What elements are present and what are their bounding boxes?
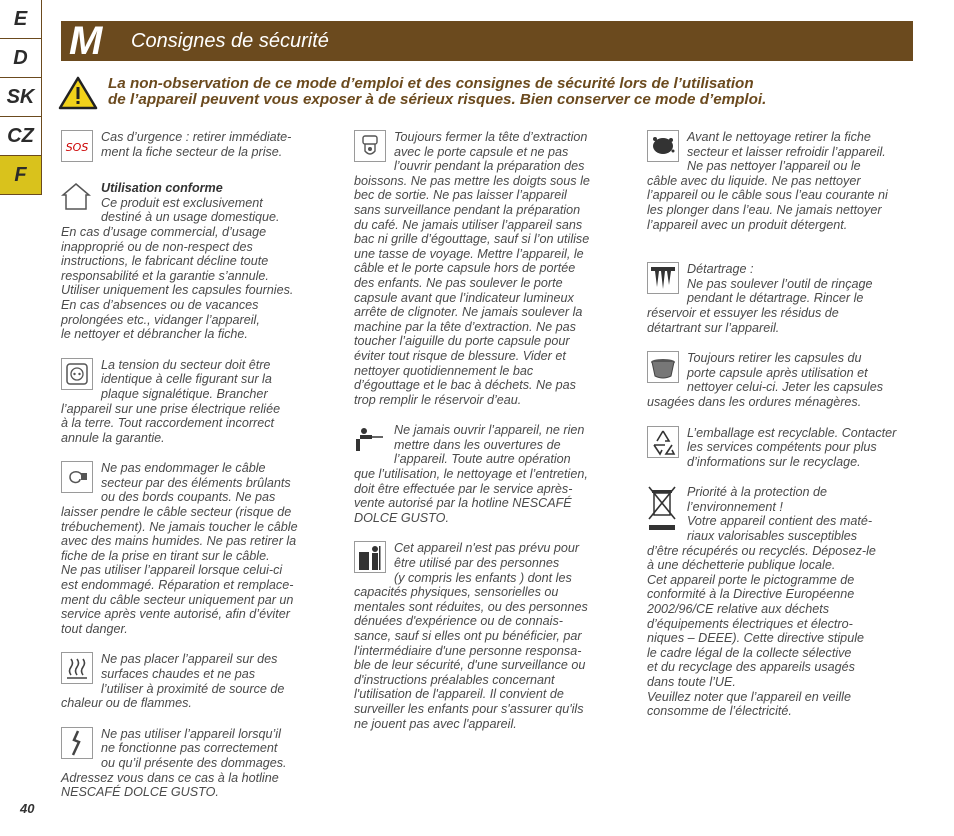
text-line: destiné à un usage domestique. [101,210,280,225]
text-line: Ne pas nettoyer l’appareil ou le [687,159,861,174]
text-line: ou qu’il présente des dommages. [101,755,287,770]
text-line: Priorité à la protection de [687,485,828,500]
text-line: l’environnement ! [687,499,783,514]
section-header [61,21,913,61]
language-tabs [0,0,42,195]
svg-text:SOS: SOS [65,141,89,154]
usage-block [61,181,329,342]
text-line: l'intermédiaire d'une personne responsa- [354,643,582,658]
text-line: prolongées etc., vidanger l’appareil, [61,312,260,327]
text-line: secteur par des éléments brûlants [101,475,291,490]
text-line: le cadre légal de la collecte sélective [647,645,852,660]
text-line: l'utilisation de l'appareil. Il convient de [354,687,564,702]
column-2 [354,130,622,747]
tab-sk[interactable]: SK [0,78,42,117]
text-line: toucher l’aiguille du porte capsule pour [354,334,570,349]
text-line: Cet appareil porte le pictogramme de [647,572,855,587]
text-line: d’égouttage et le bac à déchets. Ne pas [354,378,576,393]
column-1 [61,130,329,816]
text-line: service après vente autorisé, afin d’éviter [61,607,290,622]
text-line: ment la fiche secteur de la prise. [101,144,283,159]
text-line: Veuillez noter que l’appareil en veille [647,689,851,704]
text-line: des enfants. Ne pas soulever le porte [354,275,563,290]
hand-machine-icon [354,130,386,162]
text-line: et du recyclage des appareils usagés [647,660,855,675]
text-line: ne fonctionne pas correctement [101,741,278,756]
text-line: arrête de clignoter. Ne jamais soulever la [354,305,583,320]
text-line: d’équipements électriques et électro- [647,616,853,631]
text-line: Ne pas placer l’appareil sur des [101,652,278,667]
cleaning-block [647,130,915,232]
text-line: Ce produit est exclusivement [101,195,263,210]
text-line: conformité à la Directive Européenne [647,587,855,602]
text-line: riaux valorisables susceptibles [687,529,858,544]
text-line: pendant le détartrage. Rincer le [687,291,864,306]
crossed-bin-icon [647,485,679,535]
text-line: à la terre. Tout raccordement incorrect [61,416,275,431]
text-line: l’utiliser à proximité de source de [101,681,285,696]
section-title: Consignes de sécurité [131,29,329,52]
text-line: est endommagé. Réparation et remplace- [61,578,294,593]
text-line: réservoir et essuyer les résidus de [647,305,839,320]
text-line: que l’utilisation, le nettoyage et l’entretien, [354,467,588,482]
text-line: câble et le porte capsule hors de portée [354,261,576,276]
text-line: Détartrage : [687,262,754,277]
text-line: bec de sortie. Ne pas laisser l’appareil [354,188,567,203]
text-line: tout danger. [61,621,128,636]
descale-block [647,262,915,335]
text-line: dénuées d'expérience ou de connais- [354,614,563,629]
warning-line-1: La non-observation de ce mode d’emploi et des consignes de sécurité lors de l’utilisation [108,75,754,92]
sos-icon [61,130,93,162]
text-line: ou des bords coupants. Ne pas [101,490,276,505]
text-line: doit être effectuée par le service après- [354,481,573,496]
tab-cz[interactable]: CZ [0,117,42,156]
text-line: Cas d’urgence : retirer immédiate- [101,130,292,144]
text-line: éviter tout risque de blessure. Vider et [354,348,566,363]
person-child-icon [354,541,386,573]
text-line: d’informations sur le recyclage. [687,454,861,469]
environment-block [647,485,915,719]
warning-line-2: de l’appareil peuvent vous exposer à de sérieux risques. Bien conserver ce mode d’emploi. [108,91,767,108]
text-line: Toujours fermer la tête d’extraction [394,130,588,144]
text-line: nettoyer quotidiennement le bac [354,363,534,378]
text-line: DOLCE GUSTO. [354,510,449,525]
text-line: bac ni grille d’égouttage, sauf si l’on utilise [354,232,590,247]
text-line: Votre appareil contient des maté- [687,514,873,529]
text-line: capacités physiques, sensorielles ou [354,585,559,600]
screwdriver-icon [354,423,386,455]
text-line: avec des mains humides. Ne pas retirer la [61,534,297,549]
text-line: l’appareil avec un produit détergent. [647,217,848,232]
tab-f[interactable]: F [0,156,42,195]
text-line: mentales sont réduites, ou des personnes [354,599,588,614]
usage-title: Utilisation conforme [101,181,223,196]
text-line: trébuchement). Ne jamais toucher le câble [61,519,298,534]
text-line: instructions, le fabricant décline toute [61,254,269,269]
text-line: (y compris les enfants ) dont les [394,570,572,585]
text-line: annule la garantie. [61,430,165,445]
text-line: câble avec du liquide. Ne pas nettoyer [647,173,861,188]
text-line: Ne jamais ouvrir l’appareil, ne rien [394,423,585,438]
text-line: La tension du secteur doit être [101,357,271,372]
cable-plug-icon [61,461,93,493]
text-line: l’ouvrir pendant la préparation des [394,159,585,174]
text-line: laisser pendre le câble secteur (risque de [61,505,292,520]
text-line: Ne pas endommager le câble [101,461,266,476]
text-line: chaleur ou de flammes. [61,696,192,711]
open-block [354,423,622,525]
text-line: avec le porte capsule et ne pas [394,144,569,159]
text-line: En cas d’usage commercial, d’usage [61,224,267,239]
text-line: d'instructions préalables concernant [354,672,555,687]
text-line: Ne pas utiliser l’appareil lorsque celui-ci [61,563,283,578]
text-line: surfaces chaudes et ne pas [101,667,256,681]
text-line: surveiller les enfants pour s'assurer qu'ils [354,701,584,716]
text-line: ne jouent pas avec l'appareil. [354,716,517,731]
text-line: vente autorisé par la hotline NESCAFÉ [354,496,572,511]
text-line: être utilisé par des personnes [394,556,560,571]
text-line: Toujours retirer les capsules du [687,351,862,366]
text-line: Ne pas soulever l’outil de rinçage [687,276,873,291]
heat-waves-icon [61,652,93,684]
text-line: 2002/96/CE relative aux déchets [647,602,830,617]
recycle-block [647,426,915,470]
water-splash-icon [647,130,679,162]
text-line: dans toute l’UE. [647,675,736,689]
text-line: identique à celle figurant sur la [101,372,272,387]
warning-triangle-icon [58,76,98,110]
page-number: 40 [20,801,35,816]
text-line: mettre dans les ouvertures de [394,437,561,452]
text-line: boissons. Ne pas mettre les doigts sous le [354,173,590,188]
house-icon [61,181,93,213]
heat-block [61,652,329,710]
text-line: Avant le nettoyage retirer la fiche [687,130,871,144]
text-line: les plonger dans l’eau. Ne jamais nettoyer [647,202,882,217]
text-line: sance, sauf si elles ont pu bénéficier, par [354,629,582,643]
broken-crack-icon [61,727,93,759]
text-line: consomme de l’électricité. [647,704,792,719]
text-line: Adressez vous dans ce cas à la hotline [61,770,279,785]
warning-banner [58,76,918,110]
text-line: à une déchetterie publique locale. [647,558,836,573]
descaling-icon [647,262,679,294]
text-line: nettoyer celui-ci. Jeter les capsules [687,380,883,395]
socket-icon [61,358,93,390]
text-line: niques – DEEE). Cette directive stipule [647,631,864,646]
section-letter: M [69,19,103,63]
text-line: machine par la tête d’extraction. Ne pas [354,319,576,334]
text-line: porte capsule après utilisation et [687,365,868,380]
text-line: secteur et laisser refroidir l’appareil. [687,144,886,159]
capsule-icon [647,351,679,383]
text-line: plaque signalétique. Brancher [101,386,268,401]
text-line: du café. Ne jamais utiliser l’appareil sans [354,217,583,232]
text-line: ble de leur sécurité, d'une surveillance ou [354,658,586,673]
text-line: le nettoyer et débrancher la fiche. [61,327,248,342]
text-line: trop remplir le réservoir d’eau. [354,392,522,407]
cable-block [61,461,329,636]
head-block [354,130,622,407]
sos-block [61,130,329,159]
text-line: ment du câble secteur uniquement par un [61,592,294,607]
text-line: l’appareil sur une prise électrique reliée [61,401,281,416]
tab-d[interactable]: D [0,39,42,78]
text-line: l’appareil. Toute autre opération [394,452,571,467]
text-line: Cet appareil n'est pas prévu pour [394,541,580,556]
text-line: détartrant sur l’appareil. [647,320,780,335]
text-line: L’emballage est recyclable. Contacter [687,425,897,440]
text-line: NESCAFÉ DOLCE GUSTO. [61,785,219,800]
children-block [354,541,622,731]
text-line: Ne pas utiliser l’appareil lorsqu’il [101,726,281,741]
voltage-block [61,358,329,446]
text-line: une tasse de voyage. Mettre l’appareil, le [354,246,584,261]
recycle-icon [647,426,679,458]
text-line: les services compétents pour plus [687,440,877,455]
text-line: En cas d’absences ou de vacances [61,297,259,312]
text-line: sans surveillance pendant la préparation [354,202,581,217]
text-line: d’être récupérés ou recyclés. Déposez-le [647,543,876,558]
text-line: inapproprié ou de non-respect des [61,239,253,254]
text-line: Utiliser uniquement les capsules fournies. [61,283,294,298]
text-line: l’appareil ou le câble sous l’eau courante ni [647,188,888,203]
text-line: responsabilité et la garantie s’annule. [61,268,269,283]
text-line: capsule avant que l’indicateur lumineux [354,290,574,305]
capsules-block [647,351,915,409]
text-line: usagées dans les ordures ménagères. [647,394,862,409]
broken-block [61,727,329,800]
text-line: fiche de la prise en tirant sur le câble. [61,548,270,563]
column-3 [647,130,915,735]
tab-e[interactable]: E [0,0,42,39]
